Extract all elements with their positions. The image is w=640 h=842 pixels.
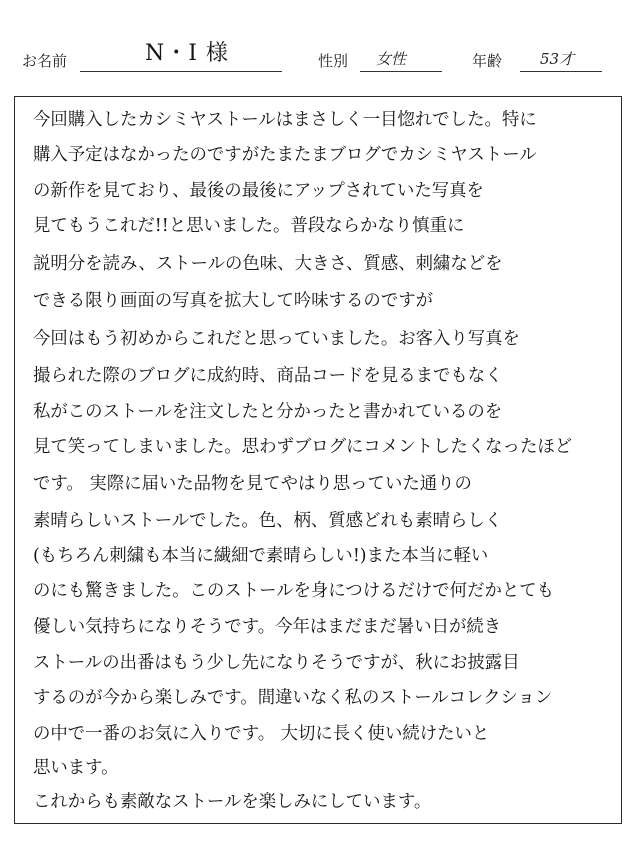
letter-line: 見てもうこれだ!!と思いました。普段ならかなり慎重に (33, 216, 465, 236)
letter-line: ストールの出番はもう少し先になりそうですが、秋にお披露目 (33, 653, 520, 673)
letter-line: の新作を見ており、最後の最後にアップされていた写真を (33, 181, 484, 201)
letter-line: 素晴らしいストールでした。色、柄、質感どれも素晴らしく (33, 511, 503, 531)
customer-name: N・I 様 (145, 41, 229, 66)
letter-line: 説明分を読み、ストールの色味、大きさ、質感、刺繍などを (33, 254, 503, 274)
letter-line: です。 実際に届いた品物を見てやはり思っていた通りの (33, 474, 472, 494)
letter-line: のにも驚きました。このストールを身につけるだけで何だかとても (33, 581, 555, 601)
name-underline (80, 71, 282, 72)
letter-box (14, 96, 622, 824)
letter-line: 今回購入したカシミヤストールはまさしく一目惚れでした。特に (33, 110, 537, 130)
letter-line: の中で一番のお気に入りです。 大切に長く使い続けたいと (33, 724, 490, 744)
letter-line: 購入予定はなかったのですがたまたまブログでカシミヤストール (33, 145, 537, 165)
letter-line: これからも素敵なストールを楽しみにしています。 (33, 792, 432, 812)
letter-line: 見て笑ってしまいました。思わずブログにコメントしたくなったほど (33, 437, 573, 457)
form-header (0, 0, 640, 80)
letter-line: 撮られた際のブログに成約時、商品コードを見るまでもなく (33, 366, 503, 386)
age-label: 年齢 (472, 52, 503, 70)
age-underline (520, 71, 602, 72)
letter-line: 私がこのストールを注文したと分かったと書かれているのを (33, 402, 503, 422)
letter-line: するのが今から楽しみです。間違いなく私のストールコレクション (33, 688, 553, 708)
letter-line: (もちろん刺繍も本当に繊細で素晴らしい!)また本当に軽い (33, 546, 489, 566)
letter-line: 今回はもう初めからこれだと思っていました。お客入り写真を (33, 329, 520, 349)
gender-underline (360, 71, 442, 72)
name-label: お名前 (22, 52, 68, 70)
gender-label: 性別 (318, 52, 349, 70)
letter-line: 優しい気持ちになりそうです。今年はまだまだ暑い日が続き (33, 617, 502, 637)
gender-value: 女性 (376, 50, 407, 68)
age-value: 53才 (540, 50, 575, 68)
letter-line: できる限り画面の写真を拡大して吟味するのですが (33, 291, 433, 311)
letter-line: 思います。 (33, 758, 119, 778)
